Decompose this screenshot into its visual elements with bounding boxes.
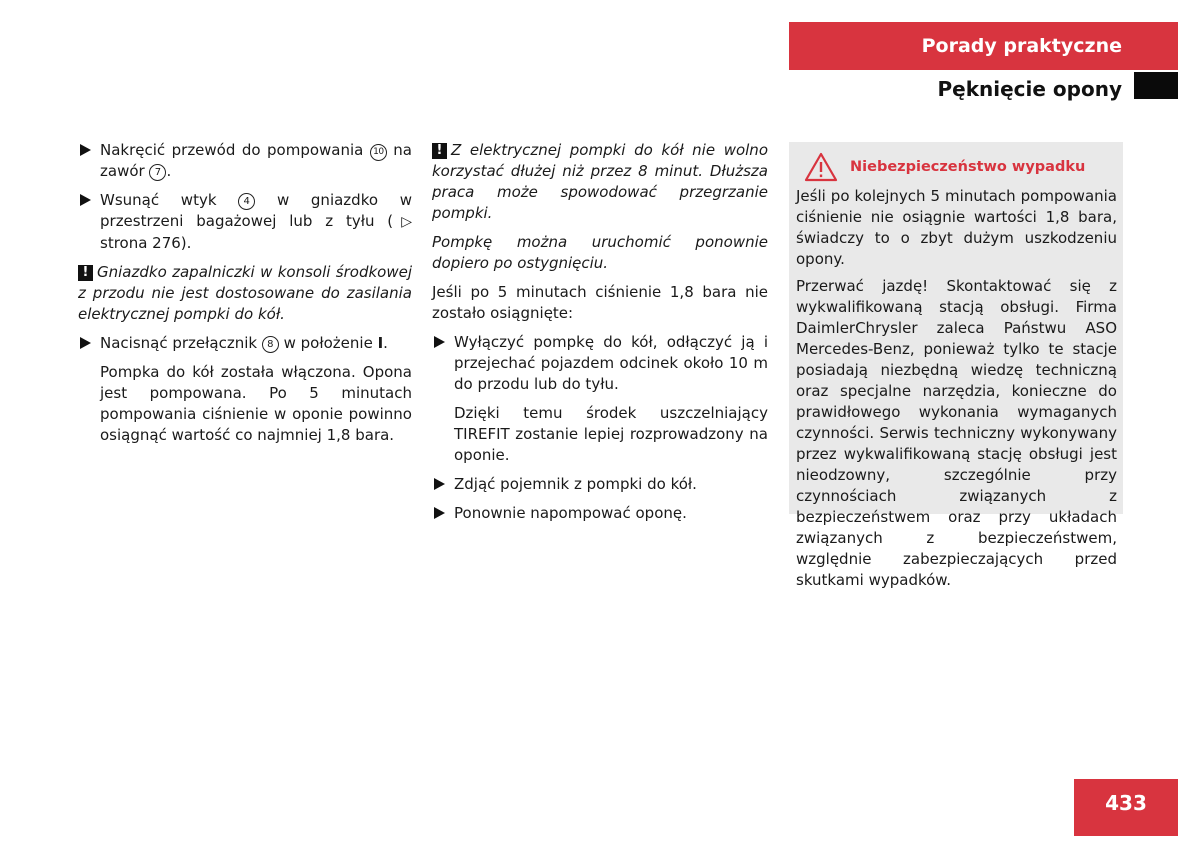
instruction-step [432,474,768,495]
step-text: Nacisnąć przełącznik [100,334,262,352]
bullet-arrow-icon [80,194,91,206]
step-text: Wsunąć wtyk [100,191,239,209]
column-middle [432,140,768,532]
step-text: w gniazdko w przestrzeni bagażowej lub z tyłu ( [100,191,412,230]
note-text: Z elektrycznej pompki do kół nie wolno korzystać dłużej niż przez 8 minut. Dłuższa praca może spowodować przegrzanie pompki. [432,141,768,222]
step-text: Zdjąć pojemnik z pompki do kół. [454,475,697,493]
warning-triangle-icon [804,152,838,182]
warning-box [789,142,1123,589]
instruction-step [78,333,412,354]
result-paragraph: Dzięki temu środek uszczelniający TIREFIT zostanie lepiej rozprowadzony na oponie. [454,404,768,464]
body-paragraph: Jeśli po 5 minutach ciśnienie 1,8 bara nie zostało osiągnięte: [432,283,768,322]
instruction-step [78,140,412,182]
callout-number-badge: 10 [370,144,387,161]
result-paragraph: Pompka do kół została włączona. Opona jest pompowana. Po 5 minutach pompowania ciśnienie w oponie powinno osiągnąć wartość co najmniej 1,8 bara. [100,363,412,444]
section-title: Porady praktyczne [921,35,1122,57]
page-number: 433 [1105,791,1147,815]
step-text: strona 276). [100,234,192,252]
subtitle-marker-bar [1134,72,1178,99]
warning-paragraph: Przerwać jazdę! Skontaktować się z wykwalifikowaną stacją obsługi. Firma DaimlerChrysler zaleca Państwu ASO Mercedes-Benz, ponieważ tylko te stacje posiadają niezbędną wiedzę techniczną oraz specjalne narzędzia, konieczne do prawidłowego wykonania wymaganych czynności. Serwis techniczny wykonywany przez wykwalifikowaną stację obsługi jest nieodzowny, szczególnie przy czynnościach związanych z bezpieczeństwem oraz przy układach związanych z bezpieczeństwem, względnie zabezpieczających przed skutkami wypadków. [796,277,1117,589]
bullet-arrow-icon [434,507,445,519]
bullet-arrow-icon [434,336,445,348]
exclamation-icon: ! [432,143,447,159]
callout-number-badge: 4 [238,193,255,210]
step-text: na zawór [100,141,412,180]
note-text: Gniazdko zapalniczki w konsoli środkowej z przodu nie jest dostosowane do zasilania elektrycznej pompki do kół. [78,263,412,323]
step-text: Nakręcić przewód do pompowania [100,141,370,159]
callout-number-badge: 7 [149,164,166,181]
warning-title: Niebezpieczeństwo wypadku [850,158,1086,175]
instruction-step [432,332,768,395]
caution-note [432,140,768,224]
page-subtitle: Pęknięcie opony [937,77,1122,101]
bullet-arrow-icon [80,337,91,349]
bullet-arrow-icon [80,144,91,156]
step-text: Ponownie napompować oponę. [454,504,687,522]
step-text: w położenie [278,334,378,352]
step-text: . [166,162,172,180]
warning-paragraph: Jeśli po kolejnych 5 minutach pompowania ciśnienie nie osiągnie wartości 1,8 bara, świadczy to o zbyt dużym uszkodzeniu opony. [796,187,1117,268]
page-reference-icon: ▷ [393,214,412,230]
page-number-badge [1074,779,1178,836]
caution-note [78,262,412,325]
note-paragraph: Pompkę można uruchomić ponownie dopiero po ostygnięciu. [432,233,768,272]
step-text: . [383,334,388,352]
instruction-step [78,190,412,254]
column-left [78,140,412,454]
bullet-arrow-icon [434,478,445,490]
instruction-step [432,503,768,524]
section-header-tab [789,22,1178,70]
exclamation-icon: ! [78,265,93,281]
switch-position-label: I [377,334,384,352]
callout-number-badge: 8 [262,336,279,353]
step-text: Wyłączyć pompkę do kół, odłączyć ją i przejechać pojazdem odcinek około 10 m do przodu lub do tyłu. [454,333,768,393]
warning-header [796,152,1117,182]
